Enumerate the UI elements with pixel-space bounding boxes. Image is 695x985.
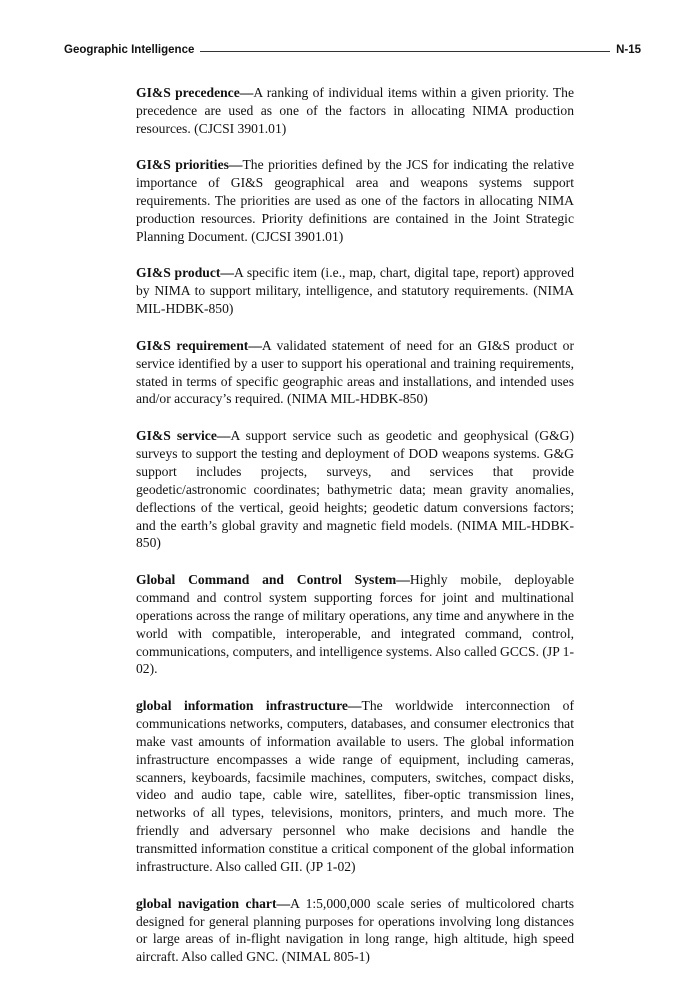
running-header	[64, 42, 641, 58]
glossary-content	[136, 84, 574, 985]
glossary-definition: A 1:5,000,000 scale series of multicolored charts designed for general planning purposes for operations involving long distances or large areas of in-flight navigation in long range, high altitude, high speed aircraft. Also called GNC. (NIMAL 805-1)	[136, 895, 574, 965]
glossary-term: global navigation chart	[136, 895, 277, 911]
term-dash: —	[239, 85, 254, 100]
glossary-term: GI&S precedence	[136, 85, 240, 100]
glossary-definition: The priorities defined by the JCS for indicating the relative importance of GI&S geographical area and weapons systems support requirements. The priorities are used as one of the factors in allocating NIMA production resources. Priority definitions are contained in the Joint Strategic Planning Document. (CJCSI 3901.01)	[136, 157, 574, 244]
term-dash: —	[220, 265, 234, 281]
glossary-entry	[136, 264, 574, 318]
glossary-term: global information infrastructure	[136, 697, 348, 713]
glossary-entry	[136, 337, 574, 409]
term-dash: —	[347, 697, 362, 713]
glossary-entry	[136, 697, 574, 876]
page-number: N-15	[616, 44, 641, 56]
glossary-term: GI&S requirement	[136, 337, 249, 353]
glossary-term: GI&S service	[136, 427, 217, 443]
glossary-definition: The worldwide interconnection of communications networks, computers, databases, and consumer electronics that make vast amounts of information available to users. The global information infrastructure encompasses a wide range of equipment, including cameras, scanners, keyboards, facsimile machines, computers, switches, compact disks, video and audio tape, cable wire, satellites, fiber-optic transmission lines, networks of all types, televisions, monitors, printers, and much more. The friendly and adversary personnel who make decisions and handle the transmitted information constitue a critical component of the global information infrastructure. Also called GII. (JP 1-02)	[136, 697, 574, 875]
glossary-entry	[136, 571, 574, 678]
glossary-entry	[136, 427, 574, 552]
header-rule	[200, 51, 610, 52]
header-title: Geographic Intelligence	[64, 44, 195, 56]
term-dash: —	[276, 895, 291, 911]
glossary-definition: Highly mobile, deployable command and control system supporting forces for joint and multinational operations across the range of military operations, any time and anywhere in the world with compatible, interoperable, and integrated command, control, communications, computers, and intelligence systems. Also called GCCS. (JP 1-02).	[136, 571, 574, 677]
term-dash: —	[216, 427, 231, 443]
term-dash: —	[396, 571, 410, 587]
glossary-term: Global Command and Control System	[136, 571, 397, 587]
glossary-term: GI&S product	[136, 265, 221, 281]
glossary-definition: A ranking of individual items within a given priority. The precedence are used as one of the factors in allocating NIMA production resources. (CJCSI 3901.01)	[136, 85, 574, 136]
glossary-definition: A specific item (i.e., map, chart, digital tape, report) approved by NIMA to support military, intelligence, and statutory requirements. (NIMA MIL-HDBK-850)	[136, 265, 574, 317]
glossary-term: GI&S priorities	[136, 157, 229, 173]
glossary-definition: A validated statement of need for an GI&S product or service identified by a user to support his operational and training requirements, stated in terms of specific geographic areas and installations, and intended uses and/or accuracy’s required. (NIMA MIL-HDBK-850)	[136, 337, 574, 407]
glossary-entry	[136, 84, 574, 138]
term-dash: —	[228, 157, 243, 173]
glossary-entry	[136, 156, 574, 246]
glossary-entry	[136, 895, 574, 967]
glossary-definition: A support service such as geodetic and geophysical (G&G) surveys to support the testing and deployment of DOD weapons systems. G&G support includes projects, surveys, and services that provide geodetic/astronomic coordinates; bathymetric data; mean gravity anomalies, deflections of the vertical, geoid heights; geodetic datum conversions factors; and the earth’s global gravity and magnetic field models. (NIMA MIL-HDBK-850)	[136, 427, 574, 551]
term-dash: —	[248, 337, 262, 353]
